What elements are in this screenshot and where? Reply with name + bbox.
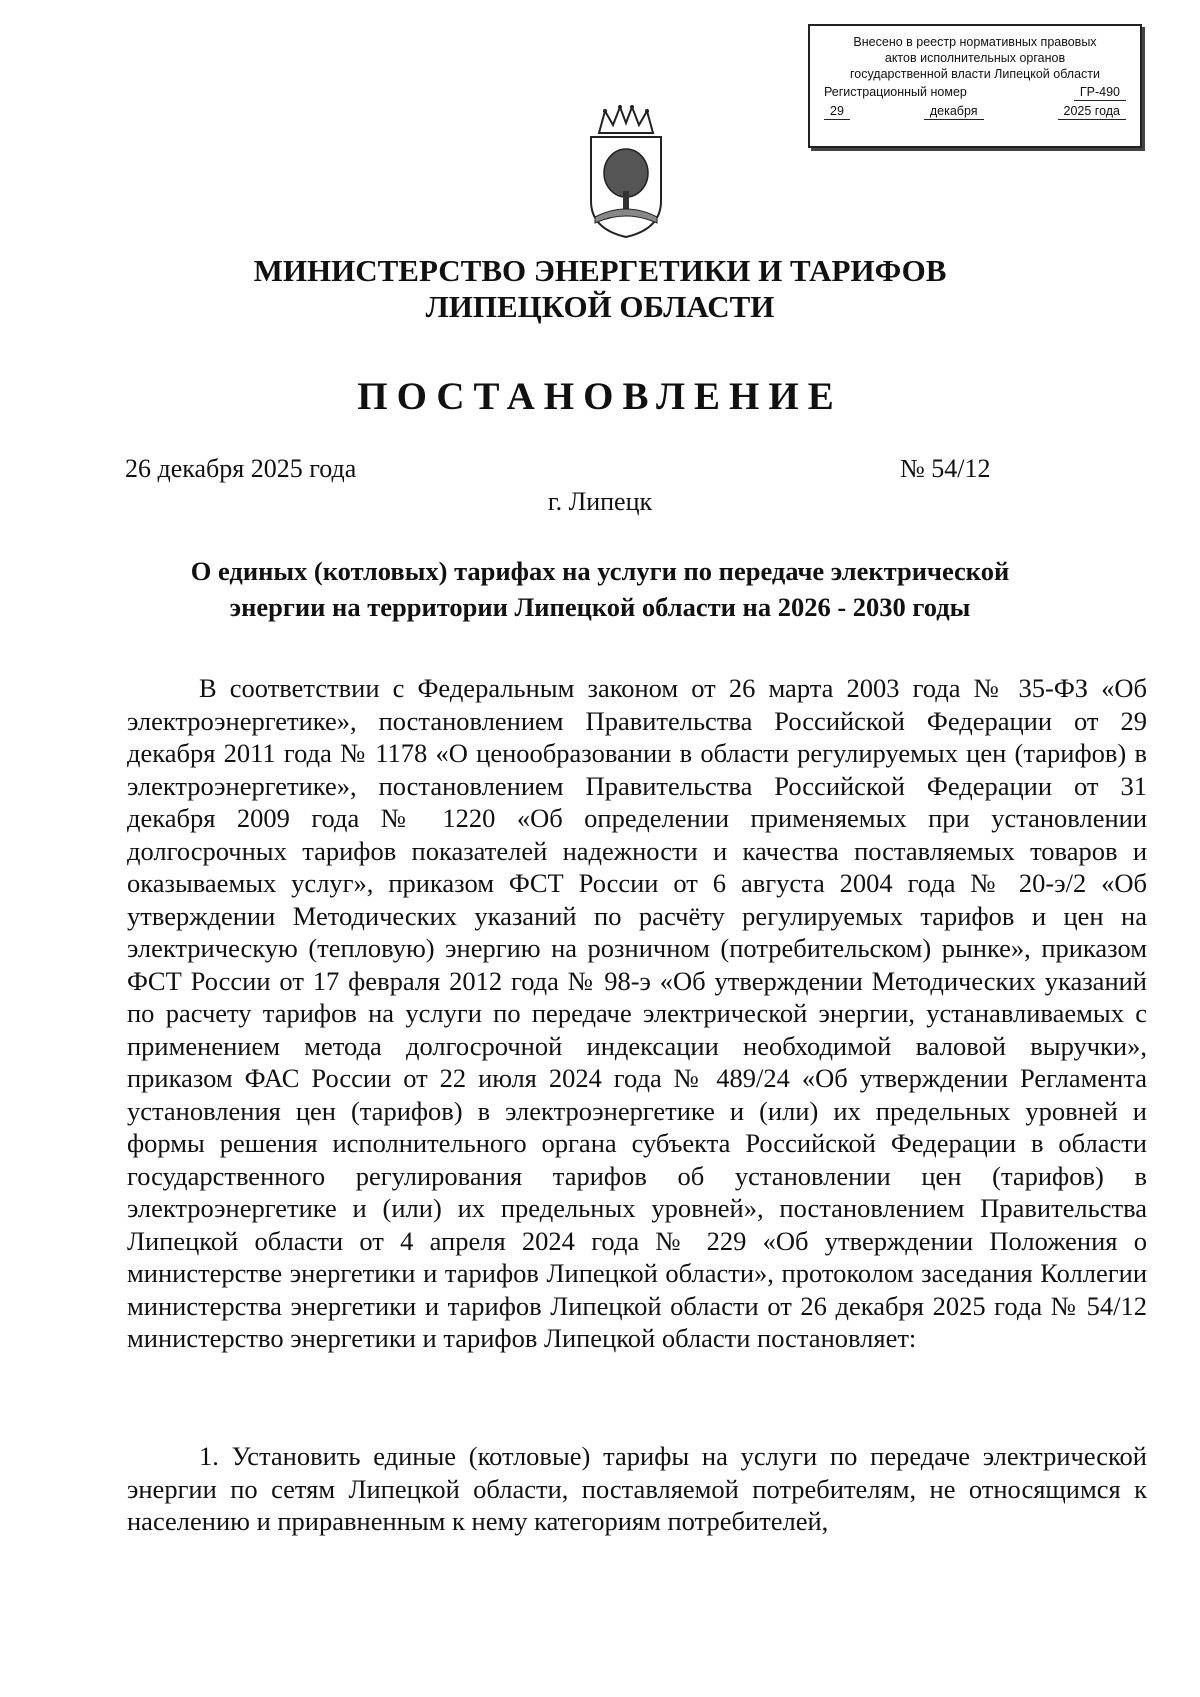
document-date: 26 декабря 2025 года (125, 454, 357, 483)
ministry-name-line-2: ЛИПЕЦКОЙ ОБЛАСТИ (425, 289, 775, 324)
stamp-year: 2025 года (1058, 103, 1127, 120)
stamp-reg-label: Регистрационный номер (824, 85, 967, 99)
stamp-reg-row (810, 84, 1140, 101)
lipetsk-coat-of-arms-icon (585, 105, 667, 239)
stamp-date-row (810, 103, 1140, 120)
registry-stamp (808, 24, 1142, 148)
preamble-paragraph: В соответствии с Федеральным законом от 26 марта 2003 года № 35-ФЗ «Об электроэнергетике», постановлением Правительства Российской Федерации от 29 декабря 2011 года № 1178 «О ценообразовании в области регулируемых цен (тарифов) в электроэнергетике», постановлением Правительства Российской Федерации от 31 декабря 2009 года № 1220 «Об определении применяемых при установлении долгосрочных тарифов показателей надежности и качества поставляемых товаров и оказываемых услуг», приказом ФСТ России от 6 августа 2004 года № 20-э/2 «Об утверждении Методических указаний по расчёту регулируемых тарифов и цен на электрическую (тепловую) энергию на розничном (потребительском) рынке», приказом ФСТ России от 17 февраля 2012 года № 98-э «Об утверждении Методических указаний по расчету тарифов на услуги по передаче электрической энергии, устанавливаемых с применением метода долгосрочной индексации необходимой валовой выручки», приказом ФАС России от 22 июля 2024 года № 489/24 «Об утверждении Регламента установления цен (тарифов) в электроэнергетике и (или) их предельных уровней и формы решения исполнительного органа субъекта Российской Федерации в области государственного регулирования тарифов об установлении цен (тарифов) в электроэнергетике и (или) их предельных уровней», постановлением Правительства Липецкой области от 4 апреля 2024 года № 229 «Об утверждении Положения о министерстве энергетики и тарифов Липецкой области», протоколом заседания Коллегии министерства энергетики и тарифов Липецкой области от 26 декабря 2025 года № 54/12 министерство энергетики и тарифов Липецкой области постановляет: (127, 673, 1147, 1353)
document-city: г. Липецк (547, 487, 653, 516)
stamp-line-1: Внесено в реестр нормативных правовых (853, 35, 1097, 49)
stamp-day: 29 (824, 103, 850, 120)
subject-line-2: энергии на территории Липецкой области на 2026 - 2030 годы (229, 592, 971, 622)
document-type: ПОСТАНОВЛЕНИЕ (357, 375, 843, 418)
document-subject (130, 553, 1070, 625)
subject-line-1: О единых (котловых) тарифах на услуги по передаче электрической (190, 556, 1010, 586)
ministry-name-line-1: МИНИСТЕРСТВО ЭНЕРГЕТИКИ И ТАРИФОВ (253, 253, 947, 288)
stamp-line-2: актов исполнительных органов (884, 51, 1066, 65)
clause-1-paragraph: 1. Установить единые (котловые) тарифы на услуги по передаче электрической энергии по сетям Липецкой области, поставляемой потребителям, не относящимся к населению и приравненным к нему категориям потребителей, (127, 1441, 1147, 1536)
stamp-line-3: государственной власти Липецкой области (849, 67, 1101, 81)
document-number: № 54/12 (900, 454, 991, 483)
stamp-month: декабря (924, 103, 984, 120)
stamp-reg-number: ГР-490 (1074, 84, 1126, 101)
